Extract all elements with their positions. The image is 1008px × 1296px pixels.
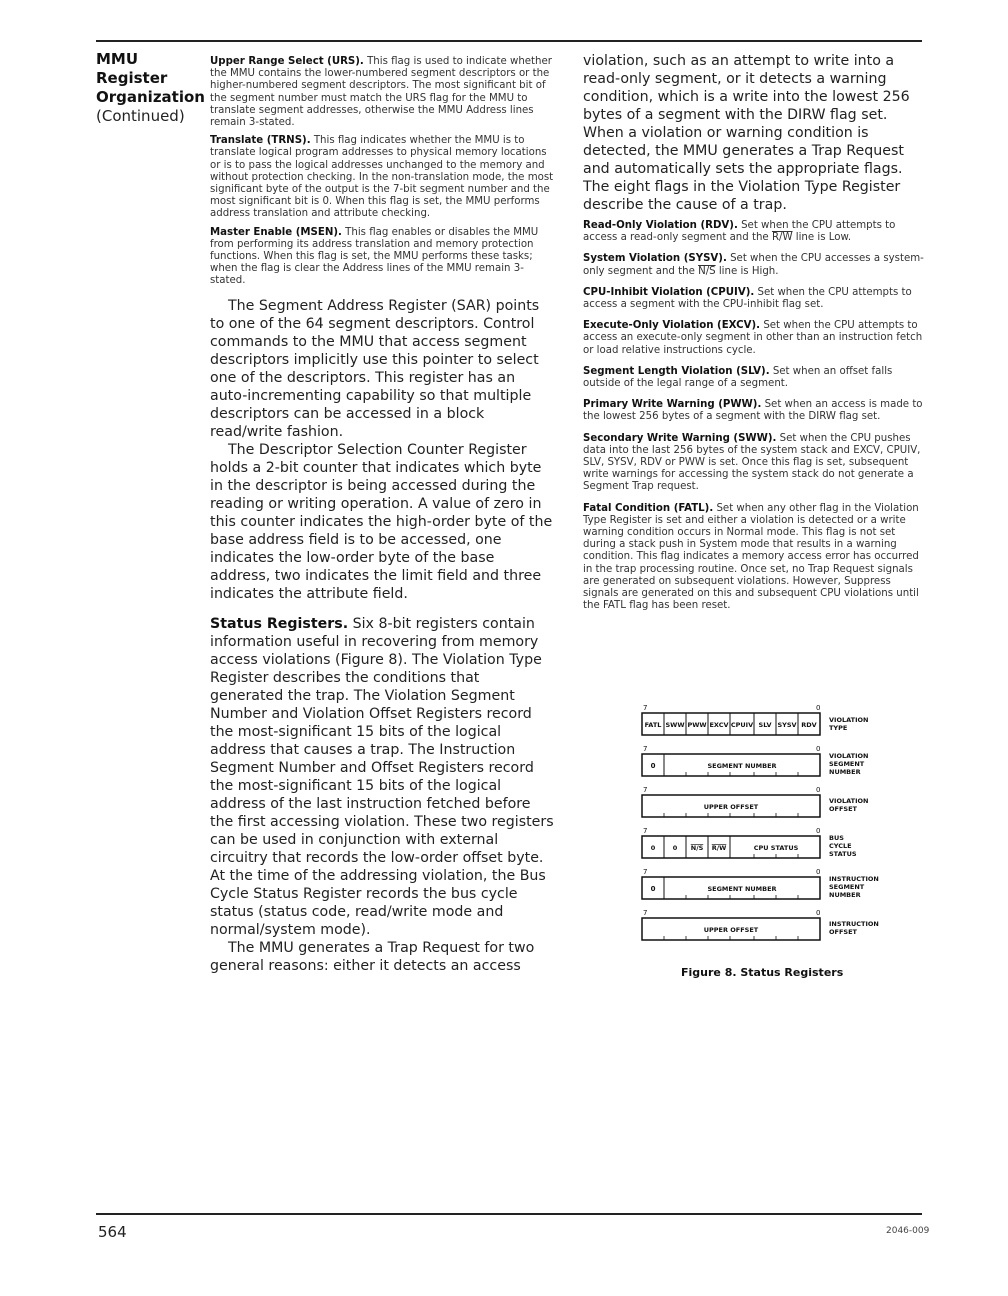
trap-request-paragraph: The MMU generates a Trap Request for two general reasons: either it detects an access xyxy=(210,939,535,974)
bcs-bit-0: 0 xyxy=(816,827,821,835)
isn-bit-0: 0 xyxy=(816,868,821,876)
sww-term: Secondary Write Warning (SWW). xyxy=(583,432,777,444)
bcs-cell-cpu-status: CPU STATUS xyxy=(753,844,799,852)
bcs-cell-rw: R/W xyxy=(711,844,727,852)
fatl-text: Set when any other flag in the Violation Type Register is set and either a violation is detected or a write warning condition occurs in Normal mode. This flag is not set during a stack push in System mode that results in a warning condition. This flag indicates a memory access error has occurred in the trap processing routine. Once set, no Trap Request signals are generated on subsequent violations. However, Suppress signals are generated on this and subsequent CPU violations until the FATL flag has been reset. xyxy=(583,502,919,612)
sysv-text-b: line is High. xyxy=(715,265,779,277)
io-label-2: OFFSET xyxy=(829,928,857,936)
status-registers-term: Status Registers. xyxy=(210,615,349,632)
vo-field: UPPER OFFSET xyxy=(703,803,759,811)
vt-bit-7: 7 xyxy=(643,704,648,712)
rdv-paragraph xyxy=(583,220,925,244)
sysv-paragraph xyxy=(583,253,925,277)
vsn-label-1: VIOLATION xyxy=(829,752,869,760)
trns-text: This flag indicates whether the MMU is to translate logical program addresses to physical memory locations or is to pass the logical addresses unchanged to the memory and without protection checking. In the non-translation mode, the most significant byte of the output is the 7-bit segment number and the most significant bit is 0. When this flag is set, the MMU performs address translation and attribute checking. xyxy=(210,135,554,220)
bcs-label-3: STATUS xyxy=(829,850,857,858)
isn-label-3: NUMBER xyxy=(829,891,861,899)
rdv-text-a: Set when the CPU attempts to access a read-only segment and the xyxy=(583,220,896,244)
sysv-text-a: Set when the CPU accesses a system-only segment and the xyxy=(583,253,924,277)
cpuiv-term: CPU-Inhibit Violation (CPUIV). xyxy=(583,286,755,298)
msen-text: This flag enables or disables the MMU from performing its address translation and memory protection functions. When this flag is set, the MMU performs these tasks; when the flag is clear the Address lines of the MMU remain 3-stated. xyxy=(210,226,539,287)
excv-text: Set when the CPU attempts to access an execute-only segment in other than an instruction fetch or load relative instructions cycle. xyxy=(583,320,923,356)
vsn-label-3: NUMBER xyxy=(829,768,861,776)
rdv-term: Read-Only Violation (RDV). xyxy=(583,220,738,231)
vo-label-1: VIOLATION xyxy=(829,797,869,805)
isn-cell-0: 0 xyxy=(650,885,656,893)
bcs-label-2: CYCLE xyxy=(829,842,852,850)
isn-field: SEGMENT NUMBER xyxy=(707,885,777,893)
trns-paragraph xyxy=(210,135,555,220)
vt-cell-excv: EXCV xyxy=(709,721,729,729)
vt-cell-sysv: SYSV xyxy=(777,721,797,729)
vt-cell-pww: PWW xyxy=(687,721,707,729)
vsn-cell-0: 0 xyxy=(650,762,656,770)
figure-diagram xyxy=(640,700,900,970)
document-code: 2046-009 xyxy=(886,1226,930,1236)
urs-text: This flag is used to indicate whether the MMU contains the lower-numbered segment descriptors or the higher-numbered segment descriptors. The most significant bit of the segment number must match the URS flag for the MMU to translate segment addresses, otherwise the MMU Address lines remain 3-stated. xyxy=(210,56,552,129)
pww-text: Set when an access is made to the lowest 256 bytes of a segment with the DIRW flag set. xyxy=(583,399,923,423)
vsn-field: SEGMENT NUMBER xyxy=(707,762,777,770)
vt-cell-sww: SWW xyxy=(665,721,685,729)
top-rule xyxy=(96,40,922,42)
status-registers-figure xyxy=(640,700,900,970)
isn-label-1: INSTRUCTION xyxy=(829,875,879,883)
heading-line-3: Organization xyxy=(96,88,205,106)
sar-paragraph: The Segment Address Register (SAR) points to one of the 64 segment descriptors. Control commands to the MMU that access segment descriptors implicitly use this pointer to select one of the descriptors. This register has an auto-incrementing capability so that multiple descriptors can be accessed in a block read/write fashion. xyxy=(210,297,540,440)
vt-cell-fatl: FATL xyxy=(644,721,662,729)
sww-text: Set when the CPU pushes data into the last 256 bytes of the system stack and EXCV, CPUIV, SLV, SYSV, RDV or PWW is set. Once this flag is set, subsequent write warnings for accessing the system stack do not generate a Segment Trap request. xyxy=(583,432,921,493)
io-bit-0: 0 xyxy=(816,909,821,917)
status-registers-text: Six 8-bit registers contain information useful in recovering from memory access violations (Figure 8). The Violation Type Register describes the conditions that generated the trap. The Violation Segment Number and Violation Offset Registers record the most-significant 15 bits of the logical address that causes a trap. The Instruction Segment Number and Offset Registers record the most-significant 15 bits of the logical address of the last instruction fetched before the first accessing violation. These two registers can be used in conjunction with external circuitry that records the low-order offset byte. At the time of the addressing violation, the Bus Cycle Status Register records the bus cycle status (status code, read/write mode and normal/system mode). xyxy=(210,615,554,938)
dsc-paragraph: The Descriptor Selection Counter Register holds a 2-bit counter that indicates which byte in the descriptor is being accessed during the reading or writing operation. A value of zero in this counter indicates the high-order byte of the base address field is to be accessed, one indicates the low-order byte of the base address, two indicates the limit field and three indicates the attribute field. xyxy=(210,441,553,602)
figure-caption: Figure 8. Status Registers xyxy=(681,966,844,979)
msen-term: Master Enable (MSEN). xyxy=(210,226,342,238)
vsn-bit-0: 0 xyxy=(816,745,821,753)
isn-bit-7: 7 xyxy=(643,868,648,876)
rdv-rw-signal: R/W xyxy=(771,232,793,244)
vo-bit-0: 0 xyxy=(816,786,821,794)
slv-paragraph xyxy=(583,366,925,390)
io-label-1: INSTRUCTION xyxy=(829,920,879,928)
msen-paragraph xyxy=(210,227,555,288)
right-column xyxy=(583,52,925,621)
vt-bit-0: 0 xyxy=(816,704,821,712)
bcs-cell-ns: N/S xyxy=(690,844,704,852)
page-number: 564 xyxy=(98,1223,127,1241)
vt-cell-rdv: RDV xyxy=(801,721,817,729)
status-registers-paragraph xyxy=(210,615,555,939)
bottom-rule xyxy=(96,1213,922,1215)
isn-label-2: SEGMENT xyxy=(829,883,865,891)
excv-term: Execute-Only Violation (EXCV). xyxy=(583,320,761,332)
section-heading xyxy=(96,50,206,126)
slv-term: Segment Length Violation (SLV). xyxy=(583,365,770,377)
heading-line-1: MMU xyxy=(96,50,139,68)
bcs-bit-7: 7 xyxy=(643,827,648,835)
heading-continued: (Continued) xyxy=(96,107,185,125)
urs-term: Upper Range Select (URS). xyxy=(210,56,364,67)
trns-term: Translate (TRNS). xyxy=(210,135,311,147)
vt-cell-cpuiv: CPUIV xyxy=(730,721,754,729)
io-field: UPPER OFFSET xyxy=(703,926,759,934)
sww-paragraph xyxy=(583,433,925,494)
fatl-paragraph xyxy=(583,503,925,613)
vsn-label-2: SEGMENT xyxy=(829,760,865,768)
bcs-cell-0b: 0 xyxy=(672,844,678,852)
bcs-cell-0a: 0 xyxy=(650,844,656,852)
io-bit-7: 7 xyxy=(643,909,648,917)
fatl-term: Fatal Condition (FATL). xyxy=(583,502,714,514)
vt-label-1: VIOLATION xyxy=(829,716,869,724)
pww-paragraph xyxy=(583,399,925,423)
urs-paragraph xyxy=(210,56,555,129)
cpuiv-paragraph xyxy=(583,287,925,311)
rdv-text-b: line is Low. xyxy=(792,232,852,244)
vt-cell-slv: SLV xyxy=(758,721,772,729)
vt-label-2: TYPE xyxy=(829,724,848,732)
left-column xyxy=(210,56,555,975)
vo-bit-7: 7 xyxy=(643,786,648,794)
sysv-term: System Violation (SYSV). xyxy=(583,253,727,265)
pww-term: Primary Write Warning (PWW). xyxy=(583,399,762,411)
heading-line-2: Register xyxy=(96,69,168,87)
slv-text: Set when an offset falls outside of the legal range of a segment. xyxy=(583,365,893,390)
vsn-bit-7: 7 xyxy=(643,745,648,753)
bcs-label-1: BUS xyxy=(829,834,844,842)
excv-paragraph xyxy=(583,320,925,357)
cpuiv-text: Set when the CPU attempts to access a segment with the CPU-inhibit flag set. xyxy=(583,286,912,311)
violation-paragraph: violation, such as an attempt to write into a read-only segment, or it detects a warning condition, which is a write into the lowest 256 bytes of a segment with the DIRW flag set. When a violation or warning condition is detected, the MMU generates a Trap Request and automatically sets the appropriate flags. The eight flags in the Violation Type Register describe the cause of a trap. xyxy=(583,53,910,213)
vo-label-2: OFFSET xyxy=(829,805,857,813)
sysv-ns-signal: N/S xyxy=(698,265,716,277)
